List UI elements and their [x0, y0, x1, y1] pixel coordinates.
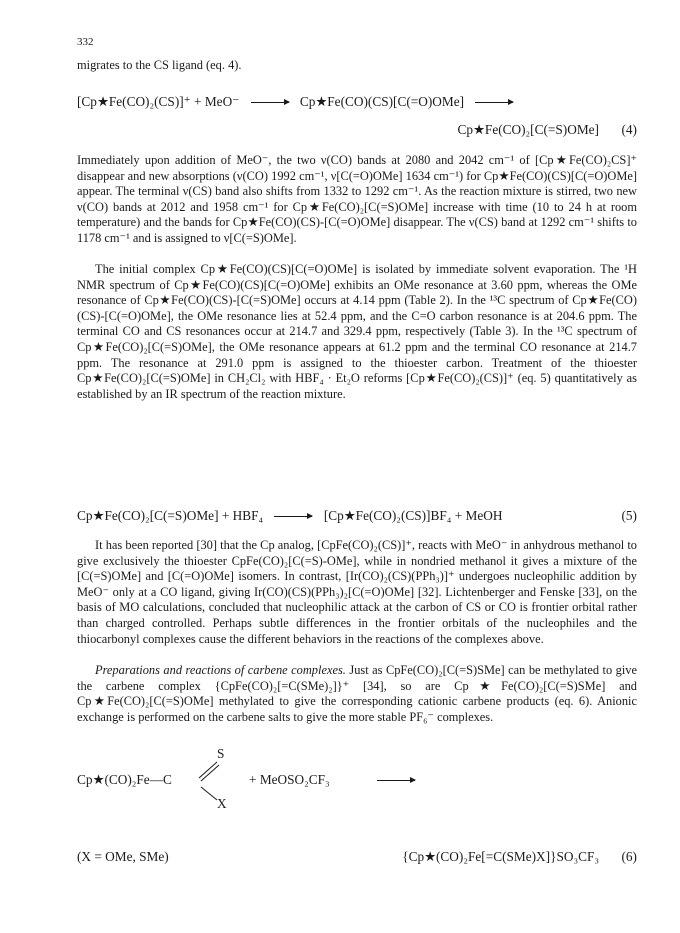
reaction-arrow-icon	[377, 780, 415, 781]
eq6-condition: (X = OMe, SMe)	[77, 849, 169, 864]
eq4-intermediate: Cp★Fe(CO)(CS)[C(=O)OMe]	[299, 94, 465, 109]
equation-6	[77, 746, 637, 816]
equation-4-line1	[77, 94, 637, 110]
equation-5	[77, 508, 637, 524]
reaction-arrow-icon	[475, 102, 513, 103]
reaction-arrow-icon	[251, 102, 289, 103]
eq4-lhs: [Cp★Fe(CO)₂(CS)]⁺ + MeO⁻	[77, 94, 240, 109]
paragraph-carbene	[77, 663, 637, 725]
paragraph-nmr: The initial complex Cp★Fe(CO)(CS)[C(=O)OMe] is isolated by immediate solvent evaporation. The ¹H NMR spectrum of Cp★Fe(CO)(CS)[C(=O)OMe] exhibits an OMe resonance at 3.60 ppm, whereas the OMe resonance of Cp★Fe(CO)(CS)-[C(=S)OMe] occurs at 4.14 ppm (Table 2). In the ¹³C spectrum of Cp★Fe(CO)(CS)-[C(=O)OMe], the OMe resonance lies at 52.4 ppm, and the C=O carbon resonance is at 204.6 ppm. The terminal CO and CS resonances occur at 214.7 and 329.4 ppm, respectively (Table 3). In the ¹³C spectrum of Cp★Fe(CO)₂[C(=S)OMe], the OMe resonance appears at 61.2 ppm and the terminal CO resonance at 214.7 ppm. The resonance at 291.0 ppm is assigned to the thioester carbon. Treatment of the thioester Cp★Fe(CO)₂[C(=S)OMe] in CH₂Cl₂ with HBF₄ · Et₂O reforms [Cp★Fe(CO)₂(CS)]⁺ (eq. 5) quantitatively as established by an IR spectrum of the reaction mixture.	[77, 262, 637, 401]
eq5-rhs: [Cp★Fe(CO)₂(CS)]BF₄ + MeOH	[323, 508, 503, 523]
eq5-lhs: Cp★Fe(CO)₂[C(=S)OMe] + HBF₄	[77, 508, 264, 523]
equation-number: (4)	[621, 122, 637, 137]
eq6-reagent: + MeOSO₂CF₃	[249, 772, 330, 787]
equation-6-products	[77, 849, 637, 865]
paragraph-cp-analog: It has been reported [30] that the Cp analog, [CpFe(CO)₂(CS)]⁺, reacts with MeO⁻ in anhydrous methanol to give exclusively the thioester CpFe(CO)₂[C(=S)-OMe], while in nondried methanol it gives a mixture of the [C(=S)OMe] and [C(=O)OMe] isomers. In contrast, [Ir(CO)₂(CS)(PPh₃)]⁺ undergoes nucleophilic addition by MeO⁻ only at a CO ligand, giving Ir(CO)(CS)(PPh₃)₂[C(=O)OMe] [32]. Lichtenberger and Fenske [33], on the basis of MO calculations, concluded that nucleophilic attack at the carbon of CS or CO is frontier orbital rather than charged controlled. Perhaps subtle differences in the frontier orbitals of the nucleophiles and the thiocarbonyl complexes cause the different behaviors in the reactions of the complexes above.	[77, 538, 637, 646]
equation-number: (6)	[621, 849, 637, 864]
eq6-reactant: Cp★(CO)₂Fe—C	[77, 772, 172, 787]
paragraph-carbene-body: Just as CpFe(CO)₂[C(=S)SMe] can be methylated to give the carbene complex {CpFe(CO)₂[=C(SMe)₂]}⁺ [34], so are Cp★Fe(CO)₂[C(=S)SMe] and Cp★Fe(CO)₂[C(=S)OMe] methylated to give the corresponding cationic carbene products (eq. 6). Anionic exchange is performed on the carbene salts to give the more stable PF₆⁻ complexes.	[77, 663, 637, 724]
eq4-product: Cp★Fe(CO)₂[C(=S)OMe]	[457, 122, 599, 137]
reaction-arrow-icon	[274, 516, 312, 517]
page-number: 332	[77, 36, 94, 48]
intro-line: migrates to the CS ligand (eq. 4).	[77, 58, 242, 72]
paragraph-ir: Immediately upon addition of MeO⁻, the two ν(CO) bands at 2080 and 2042 cm⁻¹ of [Cp★Fe(CO)₂CS]⁺ disappear and new absorptions (ν(CO) 1992 cm⁻¹, ν[C(=O)OMe] 1634 cm⁻¹) for Cp★Fe(CO)(CS)[C(=O)OMe] appear. The terminal ν(CS) band also shifts from 1332 to 1292 cm⁻¹. As the reaction mixture is stirred, two new ν(CO) bands at 2012 and 1958 cm⁻¹ for Cp★Fe(CO)₂[C(=S)OMe] increase with time (10 to 24 h at room temperature) and the bands for Cp★Fe(CO)(CS)-[C(=O)OMe] disappear. The ν(CS) band at 1292 cm⁻¹ shifts to 1178 cm⁻¹ and is assigned to ν[C(=S)OMe].	[77, 153, 637, 245]
section-heading: Preparations and reactions of carbene complexes.	[95, 663, 346, 677]
eq6-product: {Cp★(CO)₂Fe[=C(SMe)X]}SO₃CF₃	[402, 849, 599, 864]
eq6-x-group: X	[217, 796, 227, 811]
eq6-sulfur-atom: S	[217, 746, 225, 761]
equation-number: (5)	[621, 508, 637, 523]
